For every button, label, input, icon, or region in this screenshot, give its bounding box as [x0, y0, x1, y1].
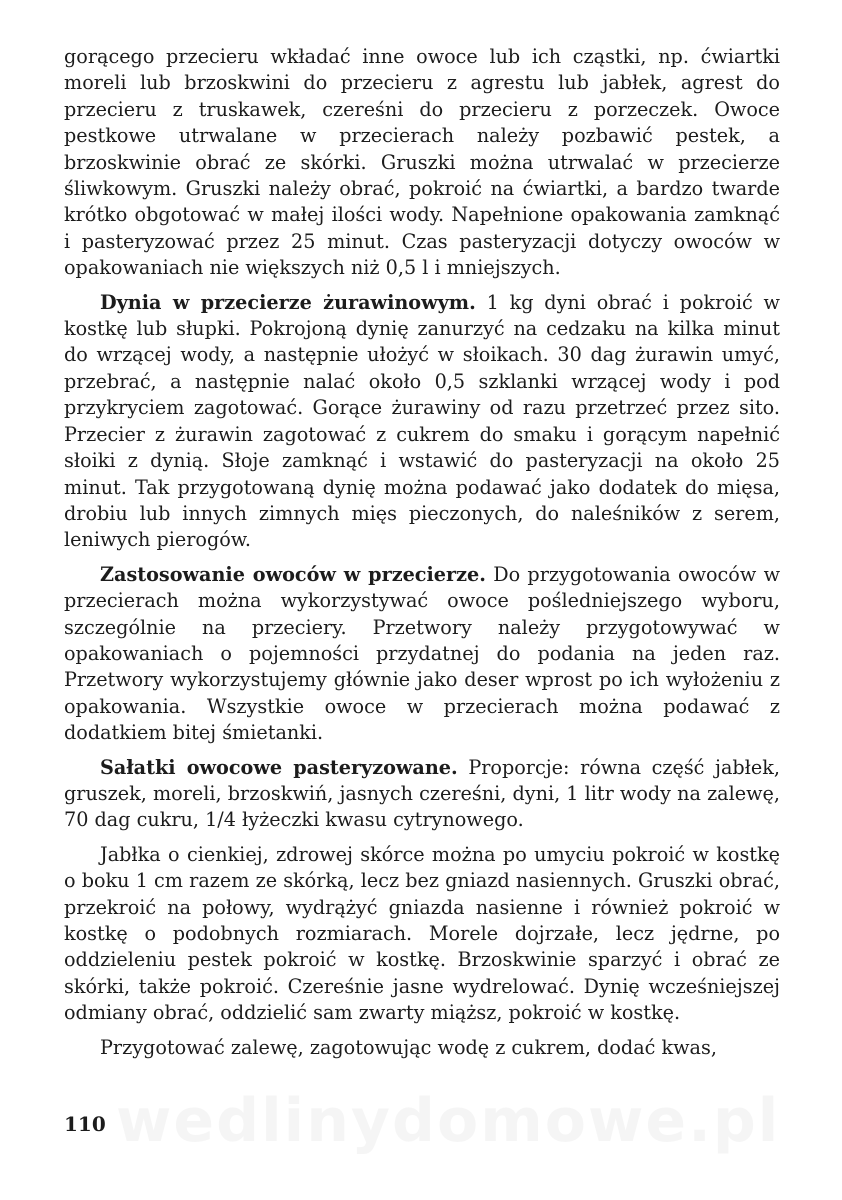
paragraph-text: gorącego przecieru wkładać inne owoce lub ich cząstki, np. ćwiartki moreli lub brzoskwini do przecieru z agrestu lub jabłek, agrest do przecieru z truskawek, czereśni do przecieru z porzeczek. Owoce pestkowe utrwalane w przecierach należy pozbawić pestek, a brzoskwinie obrać ze skórki. Gruszki można utrwalać w przecierze śliwkowym. Gruszki należy obrać, pokroić na ćwiartki, a bardzo twarde krótko obgotować w małej ilości wody. Napełnione opakowania zamknąć i pasteryzować przez 25 minut. Czas pasteryzacji dotyczy owoców w opakowaniach nie większych niż 0,5 l i mniejszych. [64, 45, 780, 280]
page-body [64, 44, 780, 1069]
watermark: wedlinydomowe.pl [116, 1086, 781, 1156]
paragraph-text: Jabłka o cienkiej, zdrowej skórce można po umyciu pokroić w kostkę o boku 1 cm razem ze skórką, lecz bez gniazd nasiennych. Gruszki obrać, przekroić na połowy, wydrążyć gniazda nasienne i również pokroić w kostkę o podobnych rozmiarach. Morele dojrzałe, lecz jędrne, po oddzieleniu pestek pokroić w kostkę. Brzoskwinie sparzyć i obrać ze skórki, także pokroić. Czereśnie jasne wydrelować. Dynię wcześniejszej odmiany obrać, oddzielić sam zwarty miąższ, pokroić w kostkę. [64, 842, 780, 1025]
paragraph-continuation [64, 44, 780, 282]
page-number: 110 [64, 1112, 106, 1136]
paragraph-heading: Dynia w przecierze żurawinowym. [100, 290, 476, 314]
paragraph-text: Proporcje: równa część jabłek, gruszek, moreli, brzoskwiń, jasnych czereśni, dyni, 1 litr wody na zalewę, 70 dag cukru, 1/4 łyżeczki kwasu cytrynowego. [64, 755, 780, 832]
paragraph-syrup [64, 1035, 780, 1061]
paragraph-fruit-salads [64, 755, 780, 834]
paragraph-text: Przygotować zalewę, zagotowując wodę z cukrem, dodać kwas, [100, 1035, 717, 1059]
paragraph-preparation [64, 842, 780, 1027]
paragraph-heading: Sałatki owocowe pasteryzowane. [100, 755, 458, 779]
paragraph-pumpkin-in-cranberry [64, 290, 780, 554]
paragraph-text: Do przygotowania owoców w przecierach można wykorzystywać owoce pośledniejszego wyboru, szczególnie na przeciery. Przetwory należy przygotowywać w opakowaniach o pojemności przydatnej do podania na jeden raz. Przetwory wykorzystujemy głównie jako deser wprost po ich wyłożeniu z opakowania. Wszystkie owoce w przecierach można podawać z dodatkiem bitej śmietanki. [64, 562, 780, 745]
paragraph-fruit-use [64, 562, 780, 747]
paragraph-text: 1 kg dyni obrać i pokroić w kostkę lub słupki. Pokrojoną dynię zanurzyć na cedzaku na kilka minut do wrzącej wody, a następnie ułożyć w słoikach. 30 dag żurawin umyć, przebrać, a następnie nalać około 0,5 szklanki wrzącej wody i pod przykryciem zagotować. Gorące żurawiny od razu przetrzeć przez sito. Przecier z żurawin zagotować z cukrem do smaku i gorącym napełnić słoiki z dynią. Słoje zamknąć i wstawić do pasteryzacji na około 25 minut. Tak przygotowaną dynię można podawać jako dodatek do mięsa, drobiu lub innych zimnych mięs pieczonych, do naleśników z serem, leniwych pierogów. [64, 290, 780, 552]
paragraph-heading: Zastosowanie owoców w przecierze. [100, 562, 486, 586]
page-footer [64, 1086, 781, 1172]
